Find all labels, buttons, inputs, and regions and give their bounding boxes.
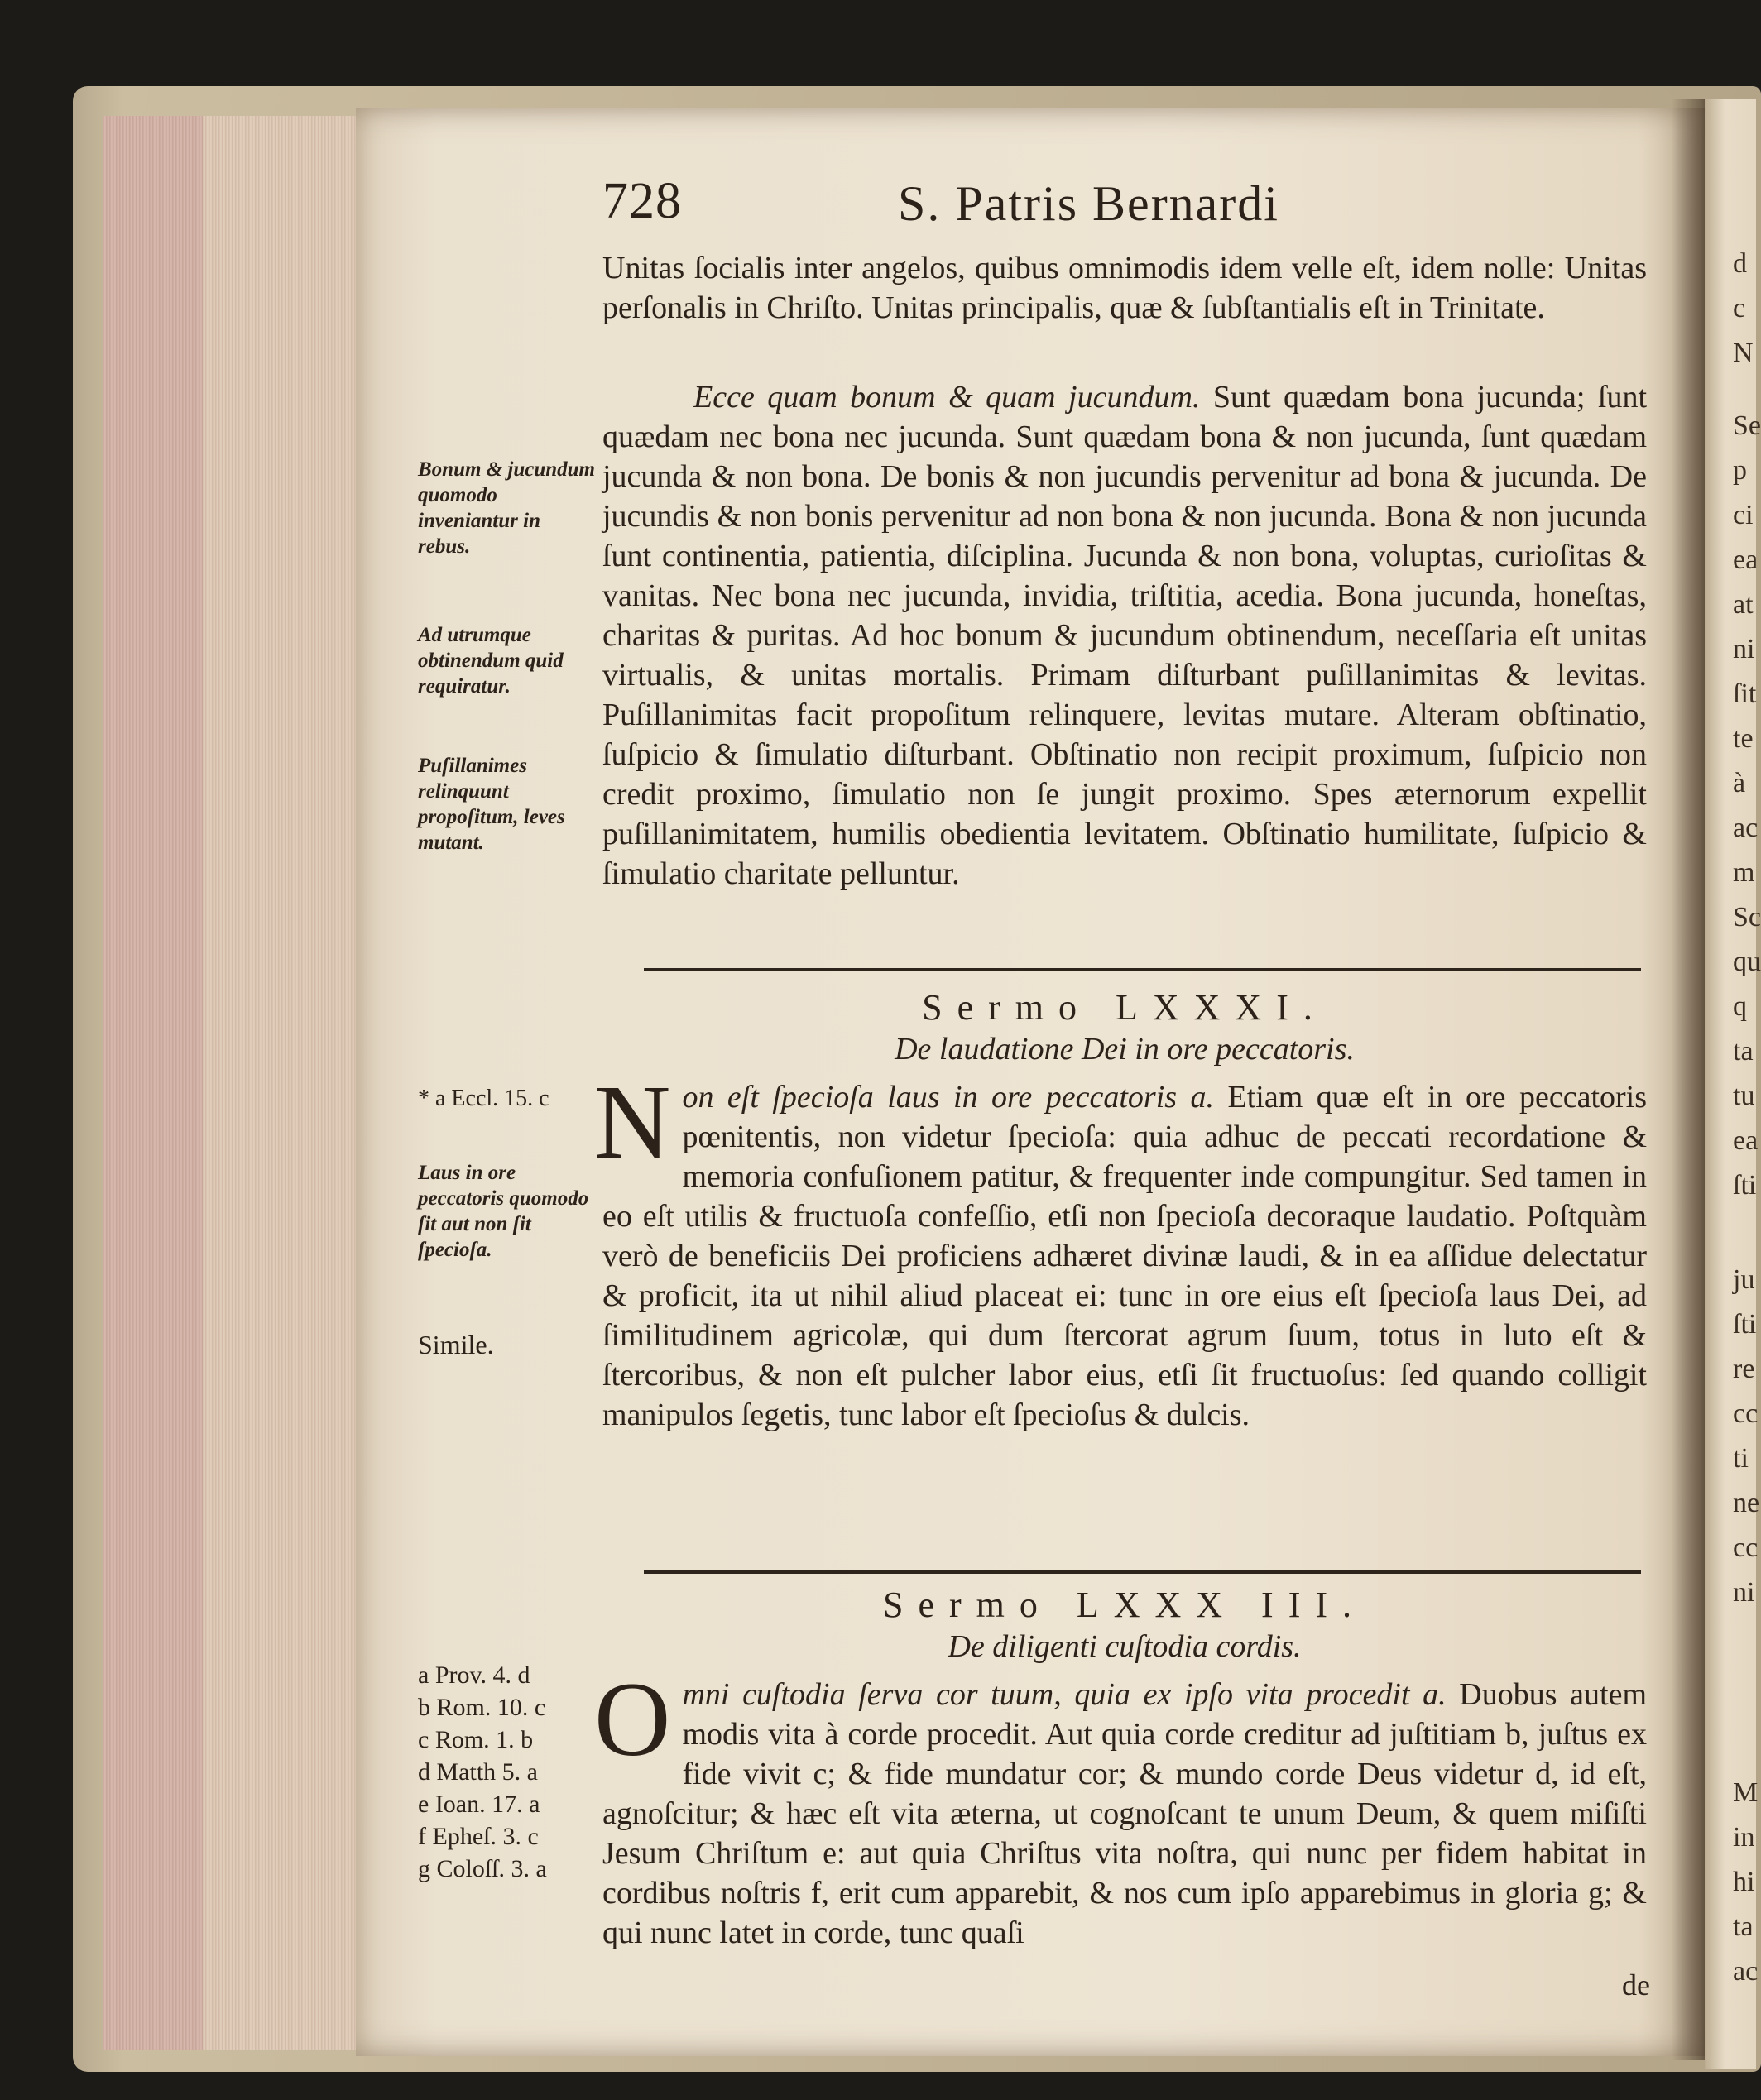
right-fragment: ſti [1733, 1170, 1757, 1201]
margin-reference: * a Eccl. 15. c [418, 1086, 549, 1111]
right-fragment: ſit [1733, 678, 1757, 709]
right-fragment: ea [1733, 1125, 1759, 1156]
right-fragment: ta [1733, 1036, 1754, 1067]
right-fragment: ti [1733, 1443, 1749, 1474]
sermon-body: Duobus autem modis vita à corde procedit. Aut quia corde creditur ad juſtitiam b, juſtus ex fide vivit c; & fide mundatur cor; & mundo corde Deus videtur d, id eſt, agnoſcitur; & hæc eſt vita æterna, ut cognoſcant te unum Deum, & quem miſiſti Jesum Chriſtum e: aut quia Chriſtus vita noſtra, qui nunc per fidem habitat in cordibus noſtris f, erit cum apparebit, & nos cum ipſo apparebimus in gloria g; & qui nunc latet in corde, tunc quaſi [602, 1677, 1648, 1950]
section-rule [644, 1570, 1641, 1574]
scripture-reference: f Epheſ. 3. c [418, 1823, 539, 1850]
lemma-ecce: Ecce quam bonum & quam jucundum. [693, 380, 1201, 415]
right-fragment: c [1733, 293, 1746, 324]
right-fragment: à [1733, 768, 1746, 798]
right-fragment: N [1733, 338, 1754, 368]
right-fragment: qu [1733, 947, 1761, 977]
sermon-body: Etiam quæ eſt in ore peccatoris pœnitentis, non videtur ſpecioſa: quia adhuc de peccati recordatione & memoria confuſionem patitur, & frequenter inde compungitur. Sed tamen in eo eſt utilis & fructuoſa confeſſio, etſi non ſpecioſa decoraque laudatio. Poſtquàm verò de beneficiis Dei proficiens adhæret divinæ laudi, & in ea aſſidue delectatur & proficit, ita ut nihil aliud placeat ei: tunc in ore eius eſt ſpecioſa laus Dei, ad ſimilitudinem agricolæ, qui dum ſtercorat agrum ſuum, totus in luto eſt & ſtercoribus, & non eſt pulcher labor eius, etſi ſit fructuoſus: ſed quando colligit manipulos ſegetis, tunc labor eſt ſpecioſus & dulcis. [602, 1080, 1648, 1432]
sermon-subtitle: De laudatione Dei in ore peccatoris. [895, 1032, 1355, 1067]
scripture-references [418, 1659, 608, 1885]
page-number: 728 [602, 173, 682, 229]
scripture-reference: g Coloſſ. 3. a [418, 1855, 547, 1882]
right-fragment: p [1733, 455, 1747, 486]
right-fragment: ni [1733, 1577, 1755, 1608]
drop-cap: N [594, 1063, 671, 1181]
right-fragment: Sc [1733, 902, 1761, 933]
scripture-reference: c Rom. 1. b [418, 1726, 534, 1753]
margin-note: Laus in ore peccatoris quomodo ſit aut non ſit ſpecioſa. [418, 1162, 589, 1261]
right-fragment: q [1733, 991, 1747, 1022]
right-fragment: m [1733, 857, 1755, 888]
scripture-reference: d Matth 5. a [418, 1758, 538, 1786]
section-rule [644, 968, 1641, 971]
right-fragment: ni [1733, 634, 1755, 664]
paragraph-bona-jucunda [602, 377, 1647, 894]
sermon-title: Sermo LXXX III. [882, 1585, 1367, 1625]
lemma: on eſt ſpecioſa laus in ore peccatoris a. [682, 1080, 1215, 1115]
margin-note: Puſillanimes relinquunt propoſitum, leves mutant. [418, 755, 565, 854]
scripture-reference: b Rom. 10. c [418, 1694, 546, 1721]
right-fragment: at [1733, 589, 1754, 620]
right-page-fragment [1705, 99, 1761, 2069]
drop-cap: O [594, 1661, 671, 1778]
right-fragment: ju [1733, 1264, 1755, 1295]
right-fragment: in [1733, 1822, 1755, 1853]
right-fragment: Se [1733, 410, 1761, 441]
right-fragment: cc [1733, 1398, 1759, 1429]
sermon-81-text [594, 1063, 1648, 1435]
right-fragment: ac [1733, 813, 1759, 843]
right-fragment: d [1733, 248, 1747, 279]
right-fragment: cc [1733, 1532, 1759, 1563]
right-fragment: ea [1733, 544, 1759, 575]
right-fragment: hi [1733, 1867, 1755, 1897]
right-fragment: M [1733, 1777, 1759, 1808]
right-fragment: ci [1733, 500, 1754, 530]
sermon-title: Sermo LXXXI. [922, 987, 1327, 1028]
right-fragment: ac [1733, 1956, 1759, 1987]
right-fragment: te [1733, 723, 1754, 754]
sermon-83-text [594, 1661, 1648, 1953]
margin-note: Bonum & jucundum quomodo inveniantur in rebus. [418, 458, 595, 558]
right-fragment: re [1733, 1354, 1755, 1384]
right-fragment: ſti [1733, 1309, 1757, 1340]
opening-paragraph: Unitas ſocialis inter angelos, quibus omnimodis idem velle eſt, idem nolle: Unitas perſonalis in Chriſto. Unitas principalis, quæ & ſubſtantialis eſt in Trinitate. [602, 251, 1647, 325]
right-fragment: ne [1733, 1488, 1760, 1518]
margin-note: Ad utrumque obtinendum quid requiratur. [418, 624, 564, 698]
paragraph-body: Sunt quædam bona jucunda; ſunt quædam nec bona nec jucunda. Sunt quædam bona & non jucunda, ſunt quædam jucunda & non bona. De bonis & non jucundis pervenitur ad bona & jucunda. De jucundis & non bonis pervenitur ad non bona & non jucunda. Bona & non jucunda ſunt continentia, patientia, diſciplina. Jucunda & non bona, voluptas, curioſitas & vanitas. Nec bona nec jucunda, invidia, triſtitia, acedia. Bona jucunda, honeſtas, charitas & puritas. Ad hoc bonum & jucundum obtinendum, neceſſaria eſt unitas virtualis, & unitas mortalis. Primam diſturbant puſillanimitas & levitas. Puſillanimitas facit propoſitum relinquere, levitas mutare. Alteram obſtinatio, ſuſpicio & ſimulatio diſturbant. Obſtinatio non recipit proximum, ſuſpicio non credit proximo, ſimulatio non ſe jungit proximo. Spes æternorum expellit puſillanimitatem, humilis obedientia levitatem. Obſtinatio humilitate, ſuſpicio & ſimulatio charitate pelluntur. [602, 380, 1648, 891]
catchword: de [1622, 1968, 1650, 2002]
lemma: mni cuſtodia ſerva cor tuum, quia ex ipſo vita procedit a. [682, 1677, 1447, 1712]
right-fragment: tu [1733, 1081, 1755, 1111]
scripture-reference: a Prov. 4. d [418, 1661, 530, 1689]
sermon-subtitle: De diligenti cuſtodia cordis. [948, 1629, 1302, 1664]
margin-note-simile: Simile. [418, 1330, 494, 1359]
running-head: S. Patris Bernardi [898, 176, 1279, 231]
right-fragment: ta [1733, 1911, 1754, 1942]
scripture-reference: e Ioan. 17. a [418, 1791, 540, 1818]
